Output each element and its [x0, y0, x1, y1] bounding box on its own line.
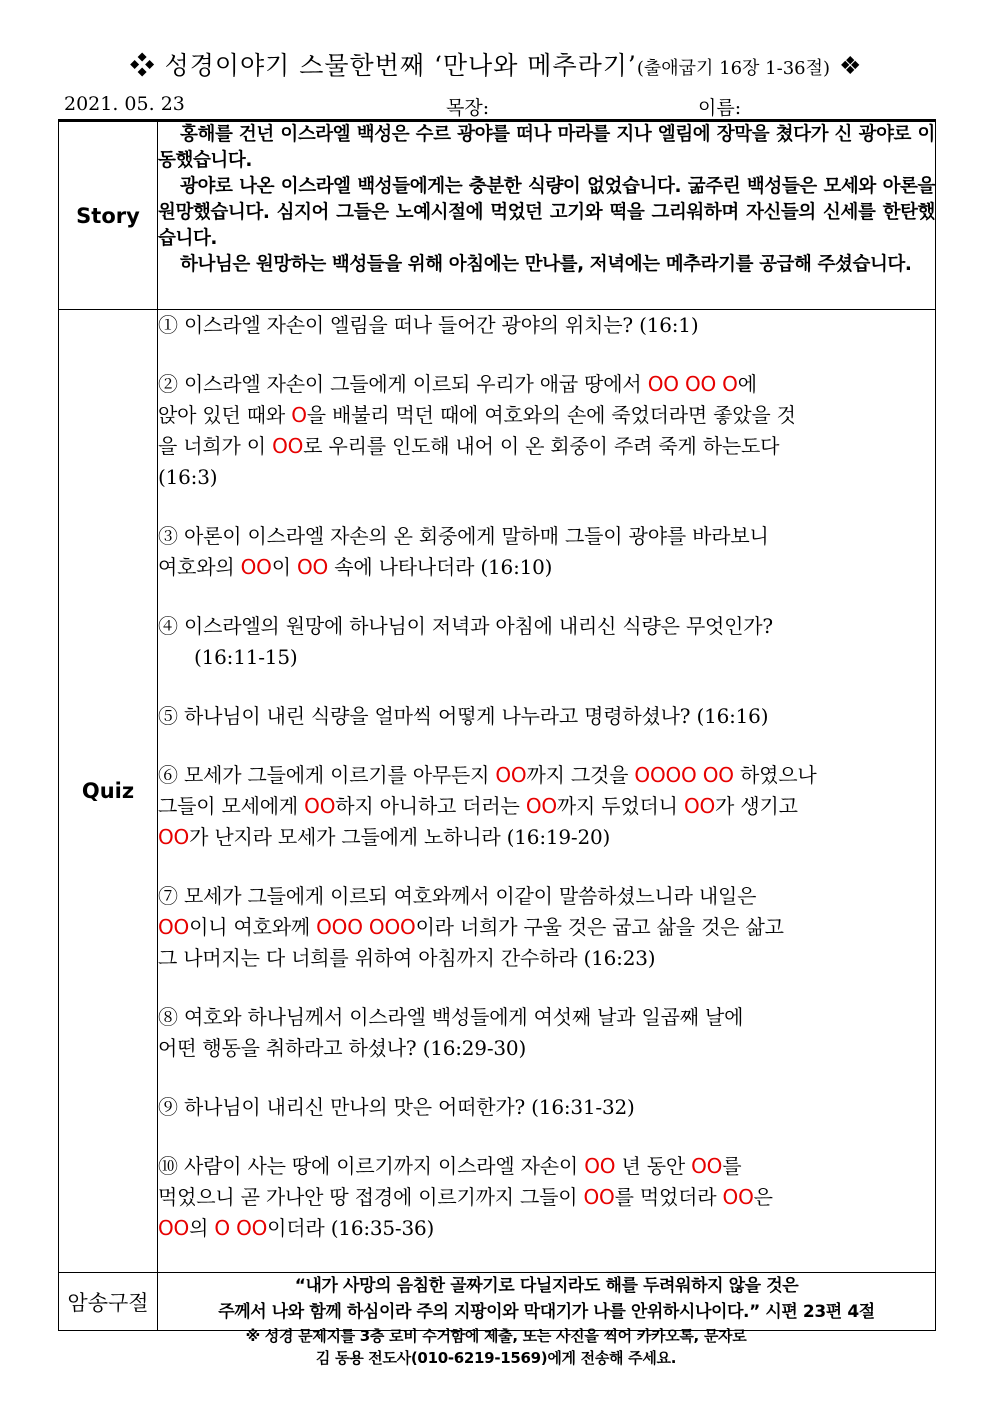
- question-line: [158, 462, 935, 493]
- answer-blank: OOO OOO: [316, 915, 416, 939]
- answer-blank: OO: [158, 825, 190, 849]
- question-text: 까지 두었더니: [556, 794, 684, 818]
- quiz-question-1: [158, 310, 935, 341]
- question-text: ⑤ 하나님이 내린 식량을 얼마씩 어떻게 나누라고 명령하셨나? (16:16): [158, 704, 769, 728]
- story-paragraph: 광야로 나온 이스라엘 백성들에게는 충분한 식량이 없었습니다. 굶주린 백성들은 모세와 아론을 원망했습니다. 심지어 그들은 노예시절에 먹었던 고기와 떡을 그리워하며 자신들의 신세를 한탄했습니다.: [158, 176, 935, 249]
- story-label: Story: [59, 122, 158, 310]
- question-line: [158, 1182, 935, 1213]
- question-line: [158, 912, 935, 943]
- title-sub: (출애굽기 16장 1-36절): [636, 58, 831, 79]
- answer-blank: OO: [158, 1216, 190, 1240]
- question-text: 그 나머지는 다 너희를 위하여 아침까지 간수하라 (16:23): [158, 946, 656, 970]
- question-text: ⑥ 모세가 그들에게 이르기를 아무든지: [158, 763, 496, 787]
- question-text: 의: [189, 1216, 215, 1240]
- info-line: [58, 91, 936, 121]
- answer-blank: OO: [584, 1154, 616, 1178]
- question-line: [158, 1002, 935, 1033]
- question-text: 를 먹었더라: [614, 1185, 723, 1209]
- question-text: ⑩ 사람이 사는 땅에 이르기까지 이스라엘 자손이: [158, 1154, 585, 1178]
- question-line: [158, 431, 935, 462]
- story-text: [158, 122, 936, 310]
- question-text: 에: [737, 372, 757, 396]
- answer-blank: OO: [272, 434, 304, 458]
- question-text: 을 배불리 먹던 때에 여호와의 손에 죽었더라면 좋았을 것: [306, 403, 796, 427]
- question-text: 이더라 (16:35-36): [267, 1216, 435, 1240]
- question-text: 이: [271, 555, 298, 579]
- question-text: ⑨ 하나님이 내리신 만나의 맛은 어떠한가? (16:31-32): [158, 1095, 635, 1119]
- question-text: 그들이 모세에게: [158, 794, 305, 818]
- submission-note: [0, 1325, 992, 1369]
- question-text: 여호와의: [158, 555, 241, 579]
- answer-blank: OO: [683, 794, 716, 818]
- question-text: 앉아 있던 때와: [158, 403, 292, 427]
- quiz-question-5: [158, 701, 935, 732]
- question-text: 가 난지라 모세가 그들에게 노하니라 (16:19-20): [189, 825, 611, 849]
- diamond-bullet-icon: ❖: [838, 51, 863, 80]
- title-main: 성경이야기 스물한번째 ‘만나와 메추라기’: [164, 51, 637, 80]
- memory-verse-line: 주께서 나와 함께 하심이라 주의 지팡이와 막대기가 나를 안위하시나이다.” 시편 23편 4절: [218, 1302, 875, 1322]
- question-text: 어떤 행동을 취하라고 하셨나? (16:29-30): [158, 1036, 527, 1060]
- quiz-question-9: [158, 1092, 935, 1123]
- question-line: [158, 642, 935, 673]
- question-line: [158, 1151, 935, 1182]
- question-line: [158, 1213, 935, 1244]
- quiz-question-2: [158, 369, 935, 493]
- quiz-row: [59, 310, 936, 1273]
- question-text: 먹었으니 곧 가나안 땅 접경에 이르기까지 그들이: [158, 1185, 584, 1209]
- memory-row: [59, 1273, 936, 1331]
- question-text: 하지 아니하고 더러는: [335, 794, 526, 818]
- memory-verse-line: “내가 사망의 음침한 골짜기로 다닐지라도 해를 두려워하지 않을 것은: [294, 1276, 799, 1296]
- question-text: 이라 너희가 구울 것은 굽고 삶을 것은 삶고: [415, 915, 784, 939]
- question-line: [158, 400, 935, 431]
- quiz-questions: [158, 310, 936, 1273]
- quiz-question-10: [158, 1151, 935, 1244]
- question-text: (16:3): [158, 465, 218, 489]
- question-line: [158, 791, 935, 822]
- question-line: [158, 521, 935, 552]
- answer-blank: OO: [495, 763, 527, 787]
- quiz-label: Quiz: [59, 310, 158, 1273]
- question-line: [158, 552, 935, 583]
- story-paragraph: 홍해를 건넌 이스라엘 백성은 수르 광야를 떠나 마라를 지나 엘림에 장막을 쳤다가 신 광야로 이동했습니다.: [158, 124, 935, 171]
- note-line: ※ 성경 문제지를 3층 로비 수거함에 제출, 또는 사진을 찍어 카카오톡, 문자로: [245, 1327, 747, 1345]
- memory-verse: [158, 1273, 936, 1331]
- question-line: [158, 701, 935, 732]
- quiz-question-3: [158, 521, 935, 583]
- note-line: 김 동용 전도사(010-6219-1569)에게 전송해 주세요.: [315, 1349, 677, 1367]
- question-text: 하였으나: [733, 763, 817, 787]
- question-text: 를: [722, 1154, 742, 1178]
- question-line: [158, 760, 935, 791]
- answer-blank: O: [291, 403, 307, 427]
- question-text: ⑧ 여호와 하나님께서 이스라엘 백성들에게 여섯째 날과 일곱째 날에: [158, 1005, 744, 1029]
- question-text: 은: [753, 1185, 773, 1209]
- answer-blank: OO: [722, 1185, 754, 1209]
- quiz-question-6: [158, 760, 935, 853]
- answer-blank: OO: [158, 915, 190, 939]
- question-text: ⑦ 모세가 그들에게 이르되 여호와께서 이같이 말씀하셨느니라 내일은: [158, 884, 757, 908]
- answer-blank: OO: [240, 555, 272, 579]
- question-text: 까지 그것을: [526, 763, 635, 787]
- quiz-question-4: [158, 611, 935, 673]
- question-line: [158, 943, 935, 974]
- question-text: 속에 나타나더라 (16:10): [328, 555, 553, 579]
- answer-blank: O OO: [214, 1216, 268, 1240]
- quiz-question-8: [158, 1002, 935, 1064]
- quiz-question-7: [158, 881, 935, 974]
- date: 2021. 05. 23: [64, 93, 185, 115]
- memory-label: 암송구절: [59, 1273, 158, 1331]
- name-label: 이름:: [698, 97, 742, 119]
- question-text: 이니 여호와께: [189, 915, 317, 939]
- answer-blank: OO: [525, 794, 557, 818]
- question-line: [158, 310, 935, 341]
- question-text: (16:11-15): [194, 645, 298, 669]
- question-text: ② 이스라엘 자손이 그들에게 이르되 우리가 애굽 땅에서: [158, 372, 648, 396]
- question-text: 을 너희가 이: [158, 434, 273, 458]
- answer-blank: OO: [297, 555, 329, 579]
- question-text: ① 이스라엘 자손이 엘림을 떠나 들어간 광야의 위치는? (16:1): [158, 313, 699, 337]
- pastor-label: 목장:: [446, 97, 490, 119]
- question-line: [158, 611, 935, 642]
- answer-blank: OOOO OO: [634, 763, 734, 787]
- story-paragraph: 하나님은 원망하는 백성들을 위해 아침에는 만나를, 저녁에는 메추라기를 공급해 주셨습니다.: [180, 254, 912, 275]
- question-text: 년 동안: [615, 1154, 692, 1178]
- question-text: ③ 아론이 이스라엘 자손의 온 회중에게 말하매 그들이 광야를 바라보니: [158, 524, 769, 548]
- question-text: ④ 이스라엘의 원망에 하나님이 저녁과 아침에 내리신 식량은 무엇인가?: [158, 614, 773, 638]
- question-text: 로 우리를 인도해 내어 이 온 회중이 주려 죽게 하는도다: [303, 434, 780, 458]
- answer-blank: OO: [583, 1185, 615, 1209]
- answer-blank: OO: [304, 794, 336, 818]
- question-text: 가 생기고: [715, 794, 798, 818]
- question-line: [158, 1033, 935, 1064]
- answer-blank: OO OO O: [647, 372, 738, 396]
- answer-blank: OO: [691, 1154, 723, 1178]
- diamond-bullet-icon: ❖: [129, 51, 156, 80]
- question-line: [158, 822, 935, 853]
- question-line: [158, 881, 935, 912]
- story-row: [59, 122, 936, 310]
- worksheet-table: [58, 121, 936, 1331]
- question-line: [158, 1092, 935, 1123]
- question-line: [158, 369, 935, 400]
- worksheet-title: [0, 46, 992, 82]
